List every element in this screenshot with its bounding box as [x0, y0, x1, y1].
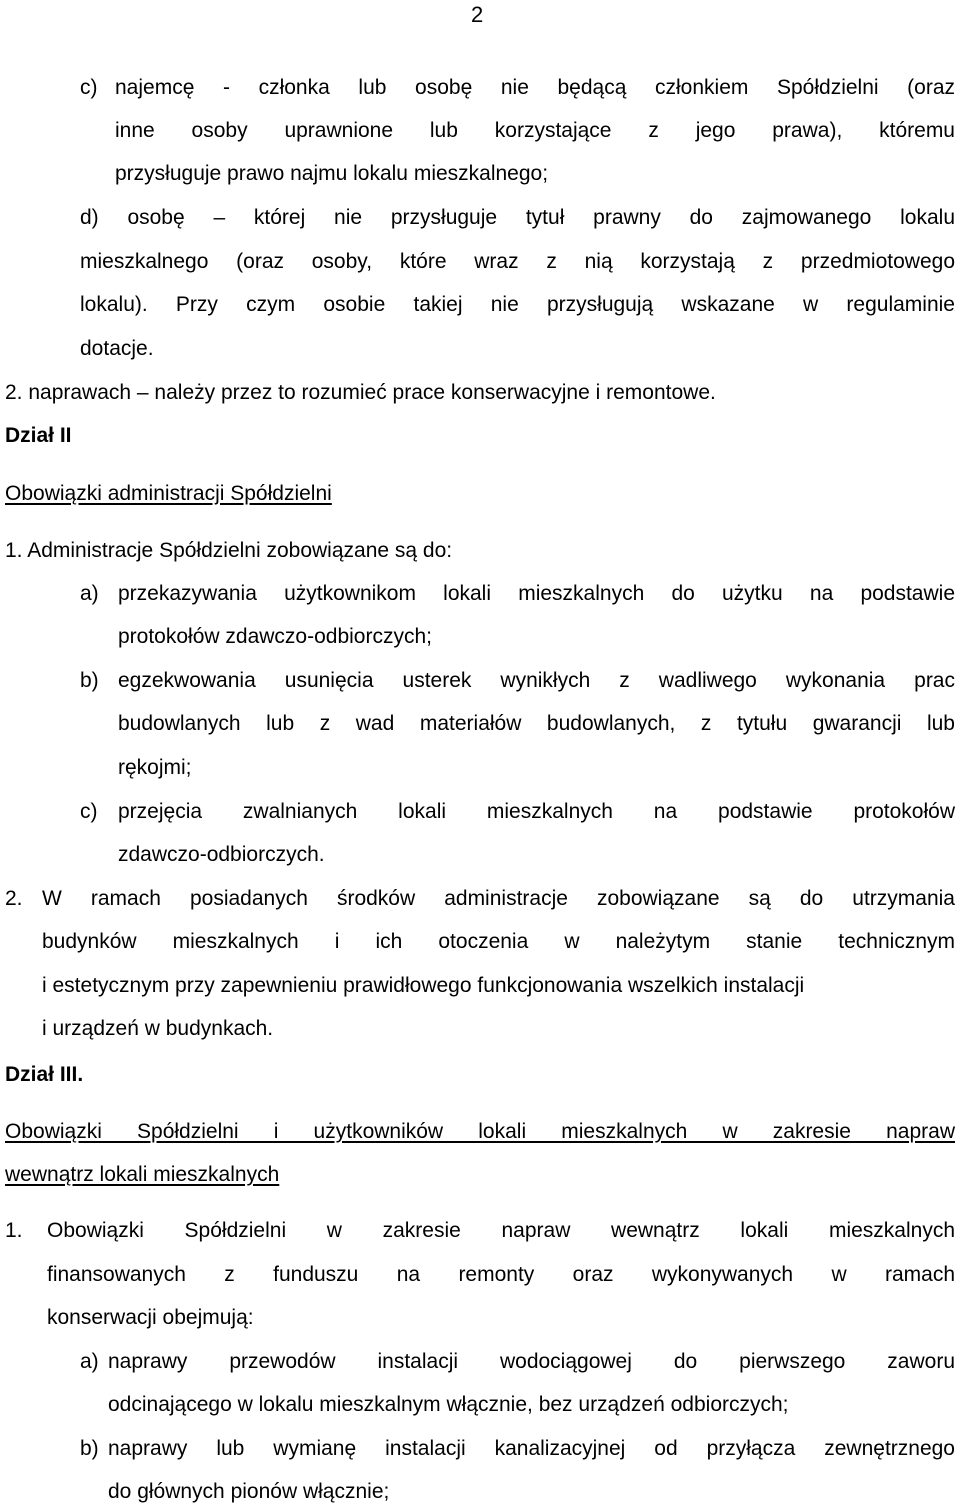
paragraph-1-line: finansowanych z funduszu na remonty oraz wykonywanych w ramach [47, 1263, 955, 1286]
paragraph-1: 1. Administracje Spółdzielni zobowiązane są do: [5, 539, 453, 562]
definition-item-2: 2. naprawach – należy przez to rozumieć prace konserwacyjne i remontowe. [5, 381, 716, 404]
paragraph-1-line: konserwacji obejmują: [47, 1306, 254, 1329]
list-item-c-line: przysługuje prawo najmu lokalu mieszkalnego; [115, 162, 549, 185]
list-item-d-line: lokalu). Przy czym osobie takiej nie przysługują wskazane w regulaminie [80, 293, 955, 316]
section-subheading: wewnątrz lokali mieszkalnych [5, 1163, 280, 1186]
list-item-b-line: do głównych pionów włącznie; [108, 1480, 390, 1503]
list-item-a-label: a) [80, 1350, 99, 1373]
section-heading: Dział III. [5, 1063, 84, 1086]
list-item-c-line: przejęcia zwalnianych lokali mieszkalnych na podstawie protokołów [118, 800, 955, 823]
list-item-b-line: naprawy lub wymianę instalacji kanalizacyjnej od przyłącza zewnętrznego [108, 1437, 955, 1460]
section-heading: Dział II [5, 424, 72, 447]
list-item-b-line: budowlanych lub z wad materiałów budowlanych, z tytułu gwarancji lub [118, 712, 955, 735]
section-subheading: Obowiązki administracji Spółdzielni [5, 482, 332, 505]
list-item-c-line: najemcę - członka lub osobę nie będącą członkiem Spółdzielni (oraz [115, 76, 955, 99]
list-item-b-line: rękojmi; [118, 756, 192, 779]
list-item-a-line: odcinającego w lokalu mieszkalnym włącznie, bez urządzeń odbiorczych; [108, 1393, 789, 1416]
paragraph-2-line: budynków mieszkalnych i ich otoczenia w należytym stanie technicznym [42, 930, 955, 953]
page-number: 2 [471, 2, 484, 27]
list-item-a-line: naprawy przewodów instalacji wodociągowej do pierwszego zaworu [108, 1350, 955, 1373]
list-item-a-label: a) [80, 582, 99, 605]
list-item-d-line: mieszkalnego (oraz osoby, które wraz z nią korzystają z przedmiotowego [80, 250, 955, 273]
paragraph-1-label: 1. [5, 1219, 23, 1242]
list-item-b-label: b) [80, 1437, 99, 1460]
list-item-d-line: d) osobę – której nie przysługuje tytuł prawny do zajmowanego lokalu [80, 206, 955, 229]
list-item-c-line: inne osoby uprawnione lub korzystające z jego prawa), któremu [115, 119, 955, 142]
paragraph-2-line: i estetycznym przy zapewnieniu prawidłowego funkcjonowania wszelkich instalacji [42, 974, 805, 997]
paragraph-2-label: 2. [5, 887, 23, 910]
list-item-a-line: przekazywania użytkownikom lokali mieszkalnych do użytku na podstawie [118, 582, 955, 605]
list-item-d-line: dotacje. [80, 337, 154, 360]
list-item-b-label: b) [80, 669, 99, 692]
paragraph-2-line: i urządzeń w budynkach. [42, 1017, 274, 1040]
list-item-a-line: protokołów zdawczo-odbiorczych; [118, 625, 432, 648]
section-subheading: Obowiązki Spółdzielni i użytkowników lokali mieszkalnych w zakresie napraw [5, 1120, 955, 1143]
list-item-c-label: c) [80, 76, 98, 99]
list-item-c-line: zdawczo-odbiorczych. [118, 843, 325, 866]
list-item-b-line: egzekwowania usunięcia usterek wynikłych z wadliwego wykonania prac [118, 669, 955, 692]
list-item-c-label: c) [80, 800, 98, 823]
paragraph-1-line: Obowiązki Spółdzielni w zakresie napraw wewnątrz lokali mieszkalnych [47, 1219, 955, 1242]
paragraph-2-line: W ramach posiadanych środków administracje zobowiązane są do utrzymania [42, 887, 955, 910]
